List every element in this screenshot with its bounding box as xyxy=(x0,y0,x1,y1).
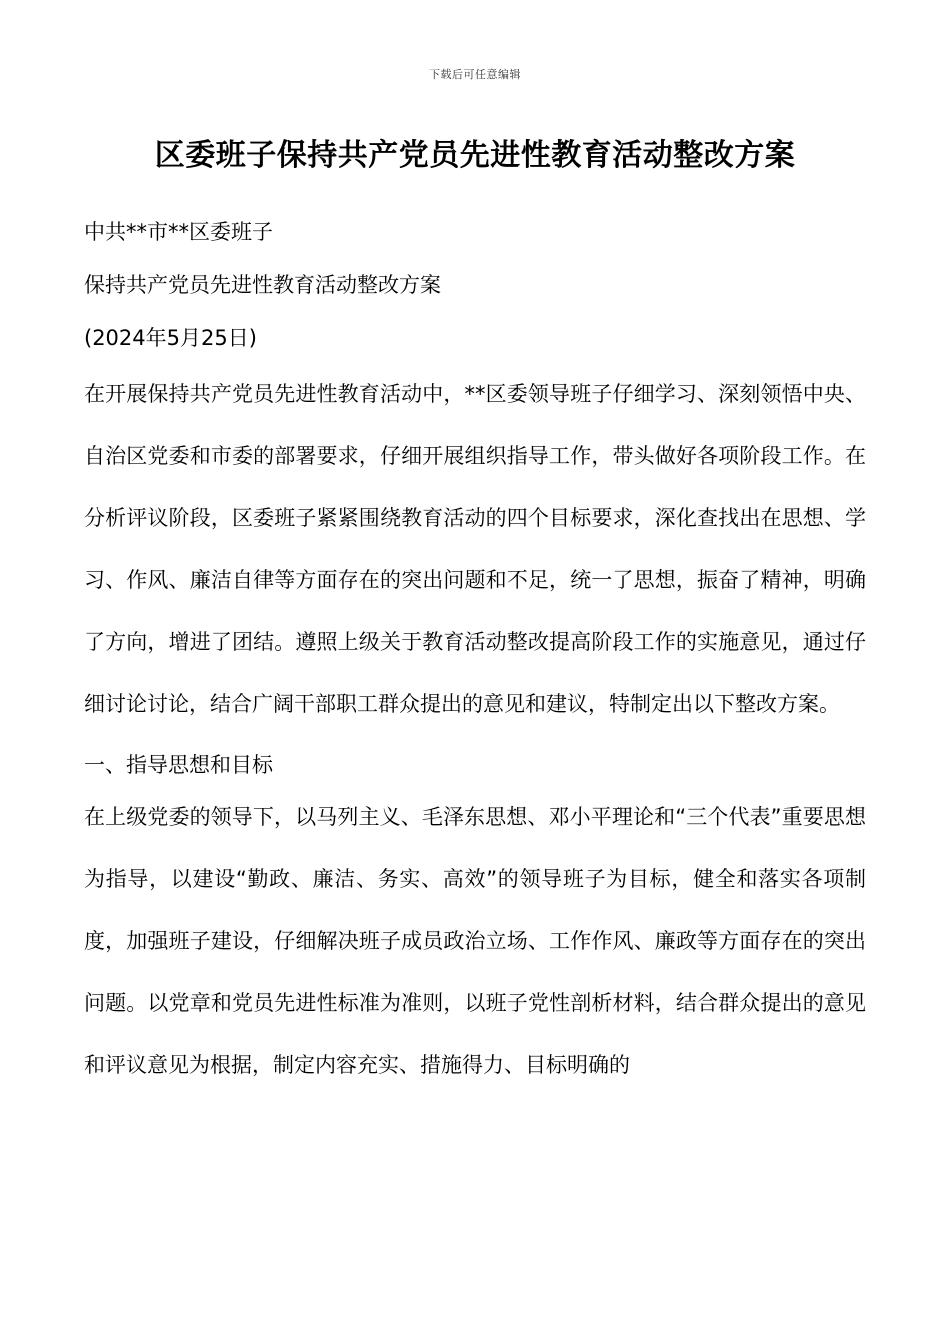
intro-paragraph: 在开展保持共产党员先进性教育活动中，**区委领导班子仔细学习、深刻领悟中央、自治区党委和市委的部署要求，仔细开展组织指导工作，带头做好各项阶段工作。在分析评议阶段，区委班子紧紧围绕教育活动的四个目标要求，深化查找出在思想、学习、作风、廉洁自律等方面存在的突出问题和不足，统一了思想，振奋了精神，明确了方向，增进了团结。遵照上级关于教育活动整改提高阶段工作的实施意见，通过仔细讨论讨论，结合广阔干部职工群众提出的意见和建议，特制定出以下整改方案。 xyxy=(84,382,866,716)
header-note: 下载后可任意编辑 xyxy=(429,68,521,81)
section-paragraph: 在上级党委的领导下，以马列主义、毛泽东思想、邓小平理论和“三个代表”重要思想为指导，以建设“勤政、廉洁、务实、高效”的领导班子为目标，健全和落实各项制度，加强班子建设，仔细解决班子成员政治立场、工作作风、廉政等方面存在的突出问题。以党章和党员先进性标准为准则，以班子党性剖析材料，结合群众提出的意见和评议意见为根据，制定内容充实、措施得力、目标明确的 xyxy=(84,805,866,1077)
date-line: (2024年5月25日) xyxy=(84,326,257,350)
document-title: 区委班子保持共产党员先进性教育活动整改方案 xyxy=(154,138,796,173)
section-heading: 一、指导思想和目标 xyxy=(84,753,273,777)
document-body xyxy=(84,218,866,1096)
subtitle-line: 保持共产党员先进性教育活动整改方案 xyxy=(84,273,441,297)
issuer-line: 中共**市**区委班子 xyxy=(84,220,273,244)
